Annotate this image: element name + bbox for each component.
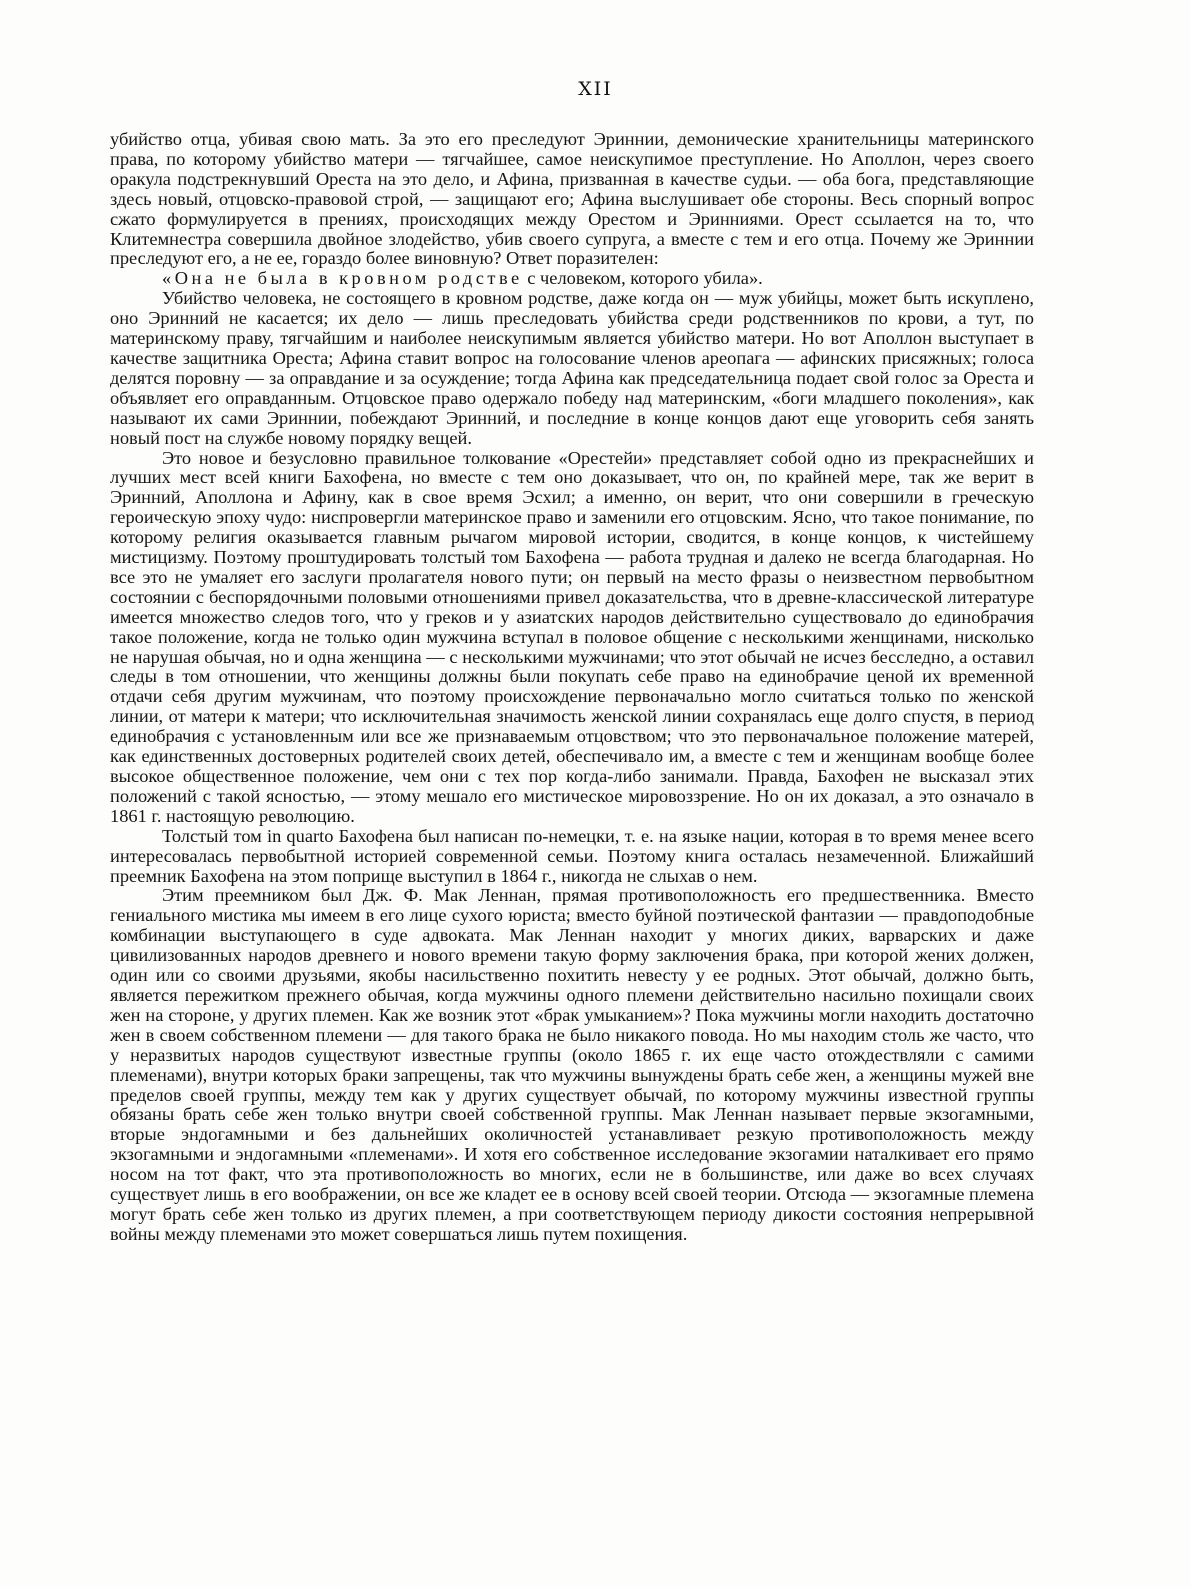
paragraph: Убийство человека, не состоящего в кровном родстве, даже когда он — муж убийцы, может быть искуплено, оно Эринний не касается; их дело — лишь преследовать убийства среди родственников по крови, а тут, по материнскому праву, тягчайшим и наиболее неискупимым является убийство матери. Но вот Аполлон выступает в качестве защитника Ореста; Афина ставит вопрос на голосование членов ареопага — афинских присяжных; голоса делятся поровну — за оправдание и за осуждение; тогда Афина как председательница подает свой голос за Ореста и объявляет его оправданным. Отцовское право одержало победу над материнским, «боги младшего поколения», как называют их сами Эриннии, побеждают Эринний, и последние в конце концов дают еще уговорить себя занять новый пост на службе новому порядку вещей. — [110, 288, 1034, 448]
quote-spaced-text: «Она не была в кровном родстве — [162, 268, 523, 289]
body-text — [110, 130, 1034, 1245]
paragraph: Толстый том in quarto Бахофена был написан по-немецки, т. е. на языке нации, которая в то время менее всего интересовалась первобытной историей современной семьи. Поэтому книга осталась незамеченной. Ближайший преемник Бахофена на этом поприще выступил в 1864 г., никогда не слыхав о нем. — [110, 825, 1034, 886]
quote-text: с человеком, которого убила». — [522, 268, 763, 289]
page-number: XII — [578, 78, 613, 100]
paragraph: Этим преемником был Дж. Ф. Мак Леннан, прямая противоположность его предшественника. Вместо гениального мистика мы имеем в его лице сухого юриста; вместо буйной поэтической фантазии — правдоподобные комбинации выступающего в суде адвоката. Мак Леннан находит у многих диких, варварских и даже цивилизованных народов древнего и нового времени такую форму заключения брака, при которой жених должен, один или со своими друзьями, якобы насильственно похитить невесту у ее родных. Этот обычай, должно быть, является пережитком прежнего обычая, когда мужчины одного племени действительно насильно похищали своих жен на стороне, у других племен. Как же возник этот «брак умыканием»? Пока мужчины могли находить достаточно жен в своем собственном племени — для такого брака не было никакого повода. Но мы находим столь же часто, что у неразвитых народов существуют известные группы (около 1865 г. их еще часто отождествляли с самими племенами), внутри которых браки запрещены, так что мужчины вынуждены брать себе жен, а женщины мужей вне пределов своей группы, между тем как у других существует обычай, по которому мужчины известной группы обязаны брать себе жен только внутри своей собственной группы. Мак Леннан называет первые экзогамными, вторые эндогамными и без дальнейших околичностей устанавливает резкую противоположность между экзогамными и эндогамными «племенами». И хотя его собственное исследование экзогамии наталкивает его прямо носом на тот факт, что эта противоположность во многих, если не в большинстве, или даже во всех случаях существует лишь в его воображении, он все же кладет ее в основу всей своей теории. Отсюда — экзогамные племена могут брать себе жен только из других племен, а при соответствующем периоду дикости состояния непрерывной войны между племенами это может совершаться лишь путем похищения. — [110, 885, 1034, 1244]
paragraph: Это новое и безусловно правильное толкование «Орестейи» представляет собой одно из прекраснейших и лучших мест всей книги Бахофена, но вместе с тем оно доказывает, что он, по крайней мере, так же верит в Эринний, Аполлона и Афину, как в свое время Эсхил; а именно, он верит, что они совершили в греческую героическую эпоху чудо: ниспровергли материнское право и заменили его отцовским. Ясно, что такое понимание, по которому религия оказывается главным рычагом мировой истории, сводится, в конце концов, к чистейшему мистицизму. Поэтому проштудировать толстый том Бахофена — работа трудная и далеко не всегда благодарная. Но все это не умаляет его заслуги пролагателя нового пути; он первый на место фразы о неизвестном первобытном состоянии с беспорядочными половыми отношениями привел доказательства, что в древне-классической литературе имеется множество следов того, что у греков и у азиатских народов действительно существовало до единобрачия такое положение, когда не только один мужчина вступал в половое общение с несколькими женщинами, нисколько не нарушая обычая, но и одна женщина — с несколькими мужчинами; что этот обычай не исчез бесследно, а оставил следы в том отношении, что женщины должны были покупать себе право на единобрачие ценой их временной отдачи себя другим мужчинам, что поэтому происхождение первоначально могло считаться только по женской линии, от матери к матери; что исключительная значимость женской линии сохранялась еще долго спустя, в период единобрачия с установленным или все же признаваемым отцовством; что это первоначальное положение матерей, как единственных достоверных родителей своих детей, обеспечивало им, а вместе с тем и женщинам вообще более высокое общественное положение, чем они с тех пор когда-либо занимали. Правда, Бахофен не высказал этих положений с такой ясностью, — этому мешало его мистическое мировоззрение. Но он их доказал, а это означало в 1861 г. настоящую революцию. — [110, 447, 1034, 826]
quote-paragraph — [110, 269, 1034, 289]
paragraph: убийство отца, убивая свою мать. За это его преследуют Эриннии, демонические хранительницы материнского права, по которому убийство матери — тягчайшее, самое неискупимое преступление. Но Аполлон, через своего оракула подстрекнувший Ореста на это дело, и Афина, призванная в качестве судьи. — оба бога, представляющие здесь новый, отцовско-правовой строй, — защищают его; Афина выслушивает обе стороны. Весь спорный вопрос сжато формулируется в прениях, происходящих между Орестом и Эринниями. Орест ссылается на то, что Клитемнестра совершила двойное злодейство, убив своего супруга, а вместе с тем и его отца. Почему же Эриннии преследуют его, а не ее, гораздо более виновную? Ответ поразителен: — [110, 129, 1034, 269]
